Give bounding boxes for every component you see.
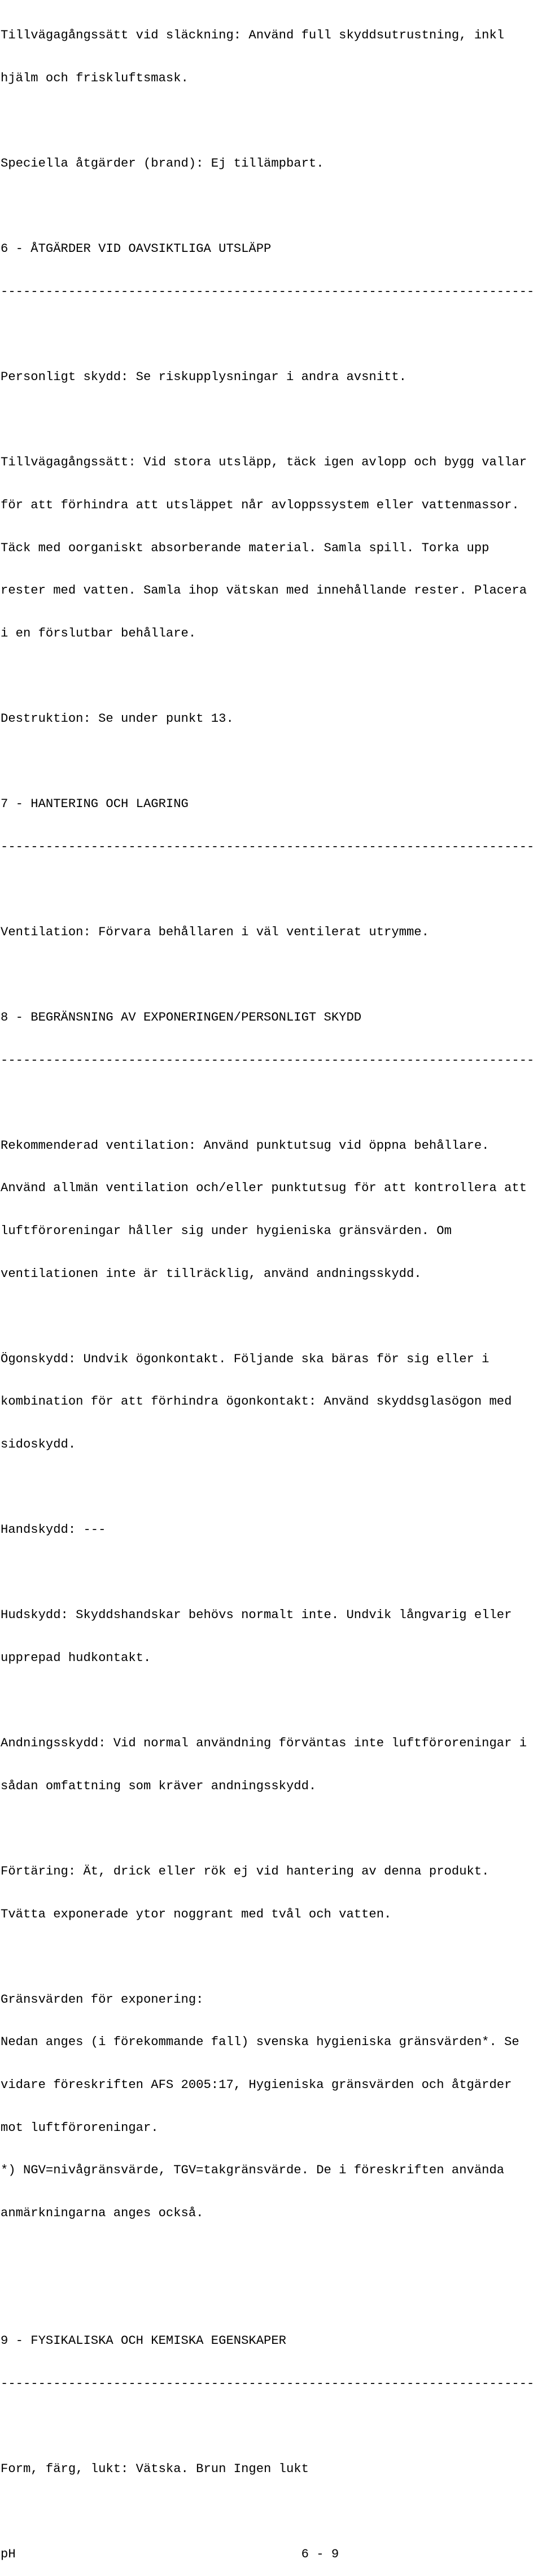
text-line: Använd allmän ventilation och/eller punktutsug för att kontrollera att [1, 1181, 527, 1196]
text-line: Täck med oorganiskt absorberande material. Samla spill. Torka upp [1, 541, 489, 555]
blank-line [1, 199, 541, 213]
blank-line [1, 2505, 541, 2519]
blank-line [1, 114, 541, 128]
text-line: pH 6 - 9 [1, 2547, 339, 2562]
blank-line [1, 1096, 541, 1110]
text-line: *) NGV=nivågränsvärde, TGV=takgränsvärde. De i föreskriften använda [1, 2163, 505, 2178]
blank-line [1, 2420, 541, 2434]
text-line: Destruktion: Se under punkt 13. [1, 711, 234, 726]
text-line: Tillvägagångssätt: Vid stora utsläpp, täck igen avlopp och bygg vallar [1, 455, 527, 470]
text-line: Nedan anges (i förekommande fall) svenska hygieniska gränsvärden*. Se [1, 2035, 519, 2050]
blank-line [1, 1694, 541, 1708]
text-line: Förtäring: Ät, drick eller rök ej vid hantering av denna produkt. [1, 1864, 489, 1878]
text-line: Form, färg, lukt: Vätska. Brun Ingen lukt [1, 2462, 309, 2477]
text-line: Tillvägagångssätt vid släckning: Använd full skyddsutrustning, inkl [1, 28, 505, 43]
text-line: upprepad hudkontakt. [1, 1650, 151, 1665]
blank-line [1, 669, 541, 683]
blank-line [1, 328, 541, 342]
blank-line [1, 755, 541, 769]
section-divider: ----------------------------------------------------------------------- [1, 284, 535, 299]
document-page [1, 0, 541, 2576]
text-line: luftföroreningar håller sig under hygieniska gränsvärden. Om [1, 1224, 452, 1239]
text-line: Hudskydd: Skyddshandskar behövs normalt inte. Undvik långvarig eller [1, 1608, 512, 1623]
blank-line [1, 1566, 541, 1580]
section-divider: ----------------------------------------------------------------------- [1, 1053, 535, 1067]
text-line: Speciella åtgärder (brand): Ej tillämpbart. [1, 156, 324, 171]
text-line: hjälm och friskluftsmask. [1, 71, 189, 85]
text-line: kombination för att förhindra ögonkontakt: Använd skyddsglasögon med [1, 1394, 512, 1409]
text-line: i en förslutbar behållare. [1, 626, 196, 640]
section-divider: ----------------------------------------------------------------------- [1, 2377, 535, 2391]
text-line: Tvätta exponerade ytor noggrant med tvål och vatten. [1, 1907, 392, 1921]
text-line: rester med vatten. Samla ihop vätskan med innehållande rester. Placera [1, 583, 527, 598]
text-line: Andningsskydd: Vid normal användning förväntas inte luftföroreningar i [1, 1736, 527, 1751]
text-line: för att förhindra att utsläppet når avloppssystem eller vattenmassor. [1, 498, 519, 512]
section-heading: 9 - FYSIKALISKA OCH KEMISKA EGENSKAPER [1, 2334, 286, 2348]
text-line: sidoskydd. [1, 1437, 76, 1452]
blank-line [1, 2248, 541, 2263]
section-heading: 8 - BEGRÄNSNING AV EXPONERINGEN/PERSONLIGT SKYDD [1, 1010, 362, 1025]
blank-line [1, 413, 541, 427]
blank-line [1, 1309, 541, 1323]
section-heading: 7 - HANTERING OCH LAGRING [1, 797, 189, 812]
text-line: sådan omfattning som kräver andningsskydd. [1, 1779, 317, 1793]
text-line: Ventilation: Förvara behållaren i väl ventilerat utrymme. [1, 925, 429, 939]
section-heading: 6 - ÅTGÄRDER VID OAVSIKTLIGA UTSLÄPP [1, 242, 272, 256]
section-divider: ----------------------------------------------------------------------- [1, 839, 535, 854]
text-line: Gränsvärden för exponering: [1, 1992, 204, 2007]
blank-line [1, 1950, 541, 1964]
blank-line [1, 1821, 541, 1836]
text-line: Handskydd: --- [1, 1523, 106, 1537]
blank-line [1, 882, 541, 896]
text-line: Rekommenderad ventilation: Använd punktutsug vid öppna behållare. [1, 1138, 489, 1153]
blank-line [1, 967, 541, 982]
blank-line [1, 2291, 541, 2305]
text-line: Personligt skydd: Se riskupplysningar i andra avsnitt. [1, 370, 406, 385]
text-line: Ögonskydd: Undvik ögonkontakt. Följande ska bäras för sig eller i [1, 1352, 489, 1366]
text-line: vidare föreskriften AFS 2005:17, Hygieniska gränsvärden och åtgärder [1, 2077, 512, 2092]
text-line: mot luftföroreningar. [1, 2120, 159, 2135]
blank-line [1, 1480, 541, 1494]
text-line: ventilationen inte är tillräcklig, använd andningsskydd. [1, 1266, 422, 1281]
text-line: anmärkningarna anges också. [1, 2205, 204, 2220]
